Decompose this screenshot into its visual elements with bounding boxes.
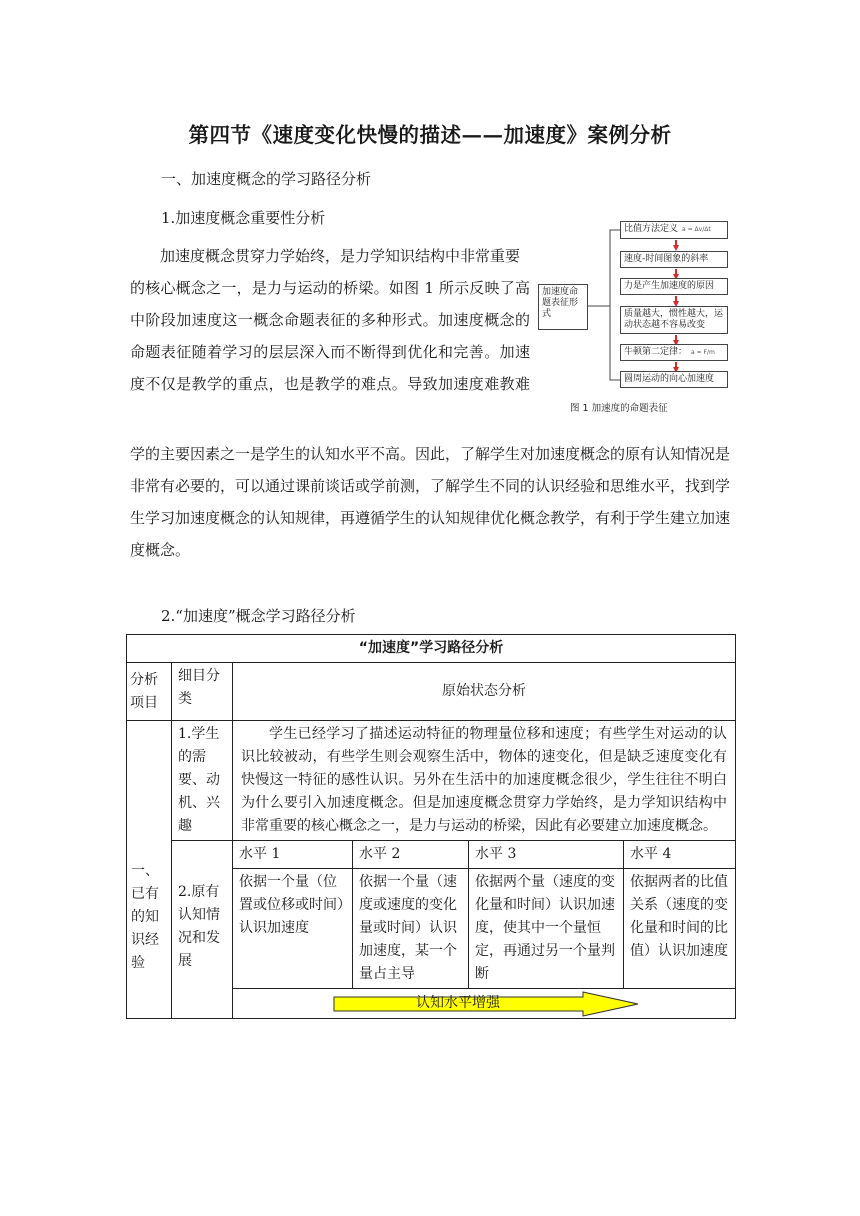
figure-box-text: 牛顿第二定律：: [624, 347, 688, 357]
table-level-header: 水平 4: [624, 841, 736, 869]
paragraph: [130, 240, 530, 400]
figure-box-mass-inertia: 质量越大，惯性越大，运动状态越不容易改变: [620, 306, 728, 334]
paragraph-line: 的核心概念之一，是力与运动的桥梁。如图 1 所示反映了高: [130, 279, 530, 297]
figure-box-force-cause: 力是产生加速度的原因: [620, 278, 728, 295]
table-level-header: 水平 3: [469, 841, 624, 869]
subsection-heading-1-1: 1.加速度概念重要性分析: [161, 209, 326, 227]
figure-box-centripetal: 圆周运动的向心加速度: [620, 371, 728, 388]
cognition-arrow: [233, 989, 735, 1017]
paragraph-line: 度概念。: [130, 541, 191, 559]
paragraph-line: 中阶段加速度这一概念命题表征的多种形式。加速度概念的: [130, 311, 530, 329]
table-category-cell: 一、已有的知识经验: [127, 721, 172, 1019]
paragraph-line: 生学习加速度概念的认知规律，再遵循学生的认知规律优化概念教学，有利于学生建立加速: [130, 509, 731, 527]
table-level-description: 依据一个量（位置或位移或时间）认识加速度: [233, 869, 353, 989]
subsection-heading-1-2: 2.“加速度”概念学习路径分析: [161, 607, 356, 625]
table-header-original-state: 原始状态分析: [233, 663, 736, 721]
arrow-label: 认知水平增强: [416, 995, 500, 1011]
paragraph-line: 非常有必要的，可以通过课前谈话或学前测，了解学生不同的认识经验和思维水平，找到学: [130, 477, 731, 495]
figure-left-label: 加速度命题表征形式: [538, 284, 588, 330]
figure-box-ratio-definition: [620, 221, 728, 239]
table-subcategory-cognition: 2.原有认知情况和发展: [172, 841, 233, 1019]
table-row-needs-text: 学生已经学习了描述运动特征的物理量位移和速度；有些学生对运动的认识比较被动，有些学生则会观察生活中，物体的速变化，但是缺乏速度变化有快慢这一特征的感性认识。另外在生活中的加速度概念很少，学生往往不明白为什么要引入加速度概念。但是加速度概念贯穿力学始终，是力学知识结构中非常重要的核心概念之一，是力与运动的桥梁，因此有必要建立加速度概念。: [233, 721, 736, 841]
paragraph-line: 度不仅是教学的重点，也是教学的难点。导致加速度难教难: [130, 375, 530, 393]
paragraph-line: 命题表征随着学习的层层深入而不断得到优化和完善。加速: [130, 343, 530, 361]
table-level-header: 水平 2: [353, 841, 469, 869]
table-level-description: 依据一个量（速度或速度的变化量或时间）认识加速度，某一个量占主导: [353, 869, 469, 989]
figure-box-newton-second-law: [620, 344, 728, 361]
section-heading-1: 一、加速度概念的学习路径分析: [161, 170, 372, 188]
figure-caption: 图 1 加速度的命题表征: [570, 403, 668, 414]
paragraph-line: 学的主要因素之一是学生的认知水平不高。因此，了解学生对加速度概念的原有认知情况是: [130, 445, 731, 463]
table-level-description: 依据两者的比值关系（速度的变化量和时间的比值）认识加速度: [624, 869, 736, 989]
table-arrow-cell: [233, 989, 736, 1019]
formula-f-over-m: a = F/m: [691, 349, 715, 356]
paragraph-line: 加速度概念贯穿力学始终，是力学知识结构中非常重要: [160, 247, 521, 265]
table-header-subcategory: 细目分类: [172, 663, 233, 721]
table-header-analysis-item: 分析项目: [127, 663, 172, 721]
table-subcategory-needs: 1.学生的需要、动机、兴趣: [172, 721, 233, 841]
page-title: 第四节《速度变化快慢的描述——加速度》案例分析: [188, 123, 672, 147]
figure-box-text: 比值方法定义: [624, 224, 679, 234]
table-level-header: 水平 1: [233, 841, 353, 869]
figure-box-vt-slope: 速度-时间图象的斜率: [620, 251, 728, 268]
figure-acceleration-representation: [538, 220, 738, 420]
paragraph-continued: [130, 438, 730, 566]
table-title: “加速度”学习路径分析: [127, 635, 736, 663]
table-level-description: 依据两个量（速度的变化量和时间）认识加速度，使其中一个量恒定，再通过另一个量判断: [469, 869, 624, 989]
formula-delta-v-over-delta-t: a = Δv/Δt: [682, 226, 711, 233]
learning-path-table: [126, 634, 736, 1019]
figure-bracket: [588, 220, 624, 390]
